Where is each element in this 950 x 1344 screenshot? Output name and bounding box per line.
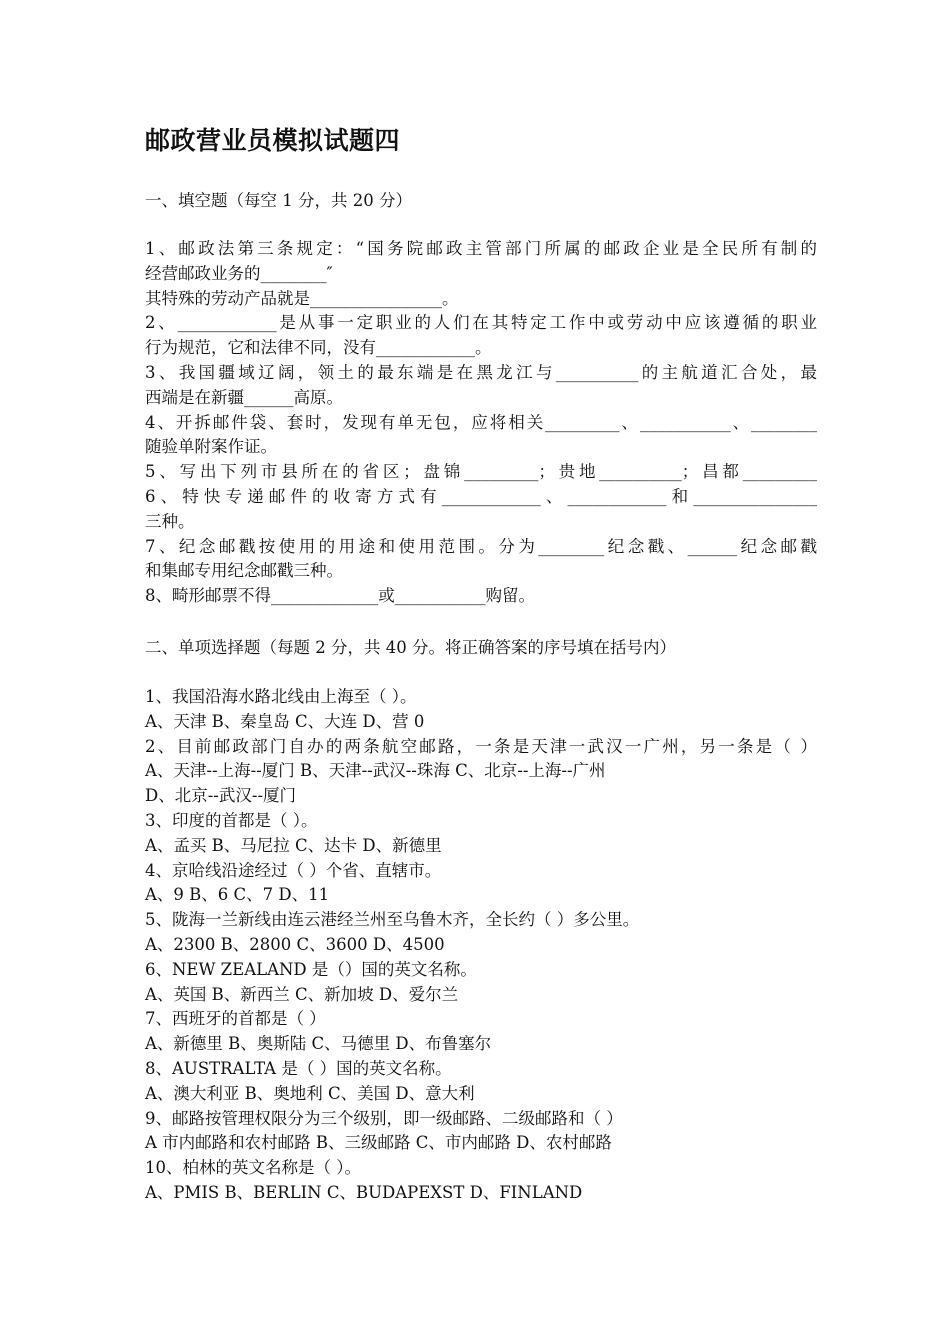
question-line: 8、AUSTRALTA 是（ ）国的英文名称。 xyxy=(145,1058,452,1078)
option-line: A、2300 B、2800 C、3600 D、4500 xyxy=(145,934,445,954)
question-line: 5、写出下列市县所在的省区；盘锦_________；贵地__________；昌都_________ xyxy=(145,462,817,482)
question-line: 2、____________是从事一定职业的人们在其特定工作中或劳动中应该遵循的职业 xyxy=(145,313,817,333)
option-line: A 市内邮路和农村邮路 B、三级邮路 C、市内邮路 D、农村邮路 xyxy=(145,1133,612,1153)
option-line: A、9 B、6 C、7 D、11 xyxy=(145,885,330,905)
option-line: D、北京--武汉--厦门 xyxy=(145,786,297,806)
question-line: 西端是在新疆______高原。 xyxy=(145,387,343,407)
question-line: 4、开拆邮件袋、套时，发现有单无包，应将相关_________、___________、________ xyxy=(145,412,817,432)
question-line: 6、特快专递邮件的收寄方式有____________、____________和_______________ xyxy=(145,486,817,506)
section-heading-fill-in-blank: 一、填空题（每空 1 分，共 20 分） xyxy=(145,191,412,210)
option-line: A、澳大利亚 B、奥地利 C、美国 D、意大利 xyxy=(145,1083,475,1103)
question-line: 7、西班牙的首都是（ ） xyxy=(145,1009,326,1029)
question-line: 经营邮政业务的________″ xyxy=(145,263,333,283)
option-line: A、天津--上海--厦门 B、天津--武汉--珠海 C、北京--上海--广州 xyxy=(145,761,606,781)
option-line: A、英国 B、新西兰 C、新加坡 D、爱尔兰 xyxy=(145,984,459,1004)
question-line: 9、邮路按管理权限分为三个级别，即一级邮路、二级邮路和（ ） xyxy=(145,1108,623,1128)
question-line: 10、柏林的英文名称是（ ）。 xyxy=(145,1158,361,1178)
question-line: 4、京哈线沿途经过（ ）个省、直辖市。 xyxy=(145,860,442,880)
question-line: 3、我国疆域辽阔，领土的最东端是在黑龙江与__________的主航道汇合处，最 xyxy=(145,362,817,382)
question-line: 和集邮专用纪念邮戳三种。 xyxy=(145,561,343,581)
question-line: 8、畸形邮票不得_____________或___________购留。 xyxy=(145,586,535,606)
question-line: 3、印度的首都是（ ）。 xyxy=(145,810,318,830)
question-line: 随验单附案作证。 xyxy=(145,437,277,457)
question-line: 行为规范，它和法律不同，没有____________。 xyxy=(145,338,492,358)
option-line: A、孟买 B、马尼拉 C、达卡 D、新德里 xyxy=(145,835,442,855)
question-line: 6、NEW ZEALAND 是（）国的英文名称。 xyxy=(145,959,477,979)
section-single-choice-body xyxy=(145,685,817,1206)
question-line: 7、纪念邮戳按使用的用途和使用范围。分为________纪念戳、______纪念邮戳 xyxy=(145,536,817,556)
question-line: 5、陇海一兰新线由连云港经兰州至乌鲁木齐，全长约（ ）多公里。 xyxy=(145,910,640,930)
document-title: 邮政营业员模拟试题四 xyxy=(145,126,401,155)
question-line: 其特殊的劳动产品就是________________。 xyxy=(145,288,459,308)
option-line: A、新德里 B、奥斯陆 C、马德里 D、布鲁塞尔 xyxy=(145,1034,492,1054)
section-fill-in-blank-body xyxy=(145,237,817,609)
option-line: A、PMIS B、BERLIN C、BUDAPEXST D、FINLAND xyxy=(145,1182,583,1202)
option-line: A、天津 B、秦皇岛 C、大连 D、营 0 xyxy=(145,711,425,731)
question-line: 三种。 xyxy=(145,511,195,531)
section-heading-single-choice: 二、单项选择题（每题 2 分，共 40 分。将正确答案的序号填在括号内） xyxy=(145,638,676,657)
question-line: 1、我国沿海水路北线由上海至（ ）。 xyxy=(145,687,417,706)
question-line: 1、邮政法第三条规定：“国务院邮政主管部门所属的邮政企业是全民所有制的 xyxy=(145,239,817,258)
question-line: 2、目前邮政部门自办的两条航空邮路，一条是天津一武汉一广州，另一条是（ ） xyxy=(145,736,817,756)
